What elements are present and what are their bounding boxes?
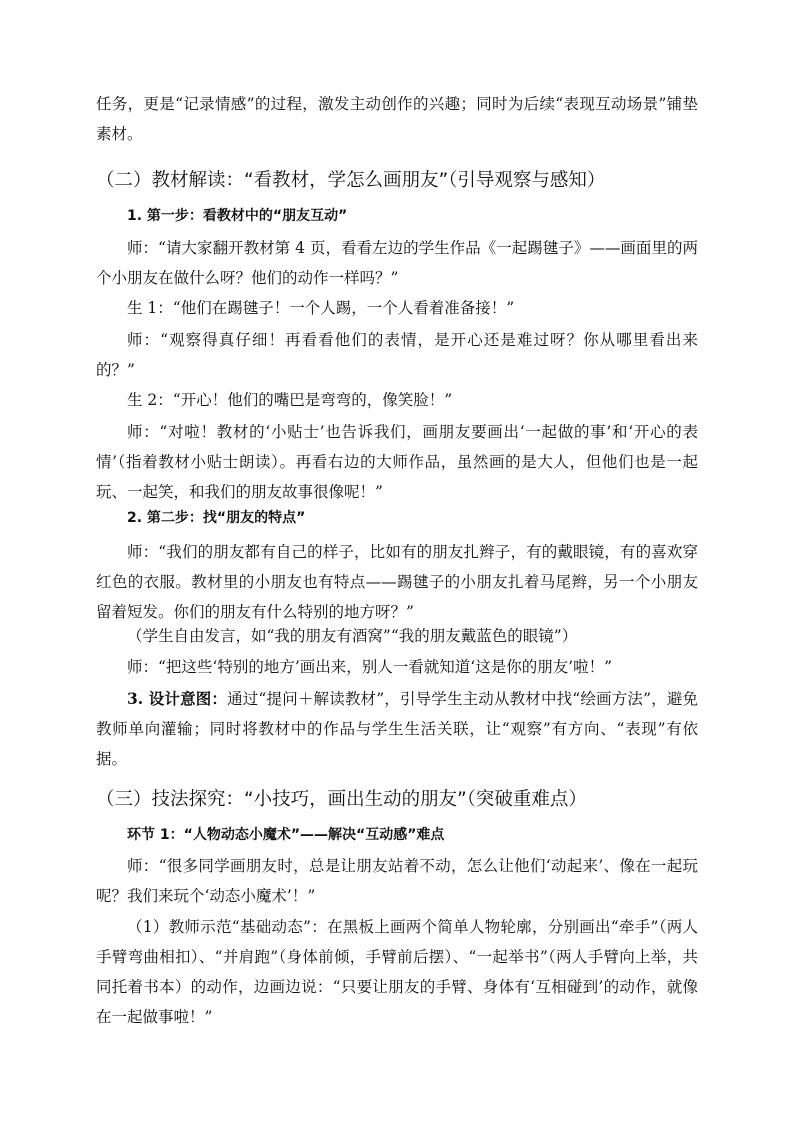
student-2-dialogue: 生 2：“开心！他们的嘴巴是弯弯的，像笑脸！”: [127, 391, 453, 409]
step-2-heading: 2. 第二步：找“朋友的特点”: [127, 510, 306, 526]
teacher-dialogue-3: 师：“对啦！教材的‘小贴士’也告诉我们，画朋友要画出‘一起做的事’和‘开心的表情’（指着教材小贴士朗读）。再看右边的大师作品，虽然画的是大人，但他们也是一起玩、一起笑，和我们的朋友故事很像呢！”: [96, 423, 698, 501]
teacher-dialogue-6: 师：“很多同学画朋友时，总是让朋友站着不动，怎么让他们‘动起来’、像在一起玩呢？我们来玩个‘动态小魔术’！”: [96, 857, 698, 905]
teacher-dialogue-4: 师：“我们的朋友都有自己的样子，比如有的朋友扎辫子，有的戴眼镜，有的喜欢穿红色的衣服。教材里的小朋友也有特点——踢毽子的小朋友扎着马尾辫，另一个小朋友留着短发。你们的朋友有什么特别的地方呀？”: [96, 543, 698, 621]
link-1-heading: 环节 1：“人物动态小魔术”——解决“互动感”难点: [127, 827, 445, 843]
paragraph-continuation: 任务，更是“记录情感”的过程，激发主动创作的兴趣；同时为后续“表现互动场景”铺垫素材。: [96, 95, 698, 143]
student-1-dialogue: 生 1：“他们在踢毽子！一个人踢，一个人看着准备接！”: [127, 299, 515, 317]
teacher-dialogue-2: 师：“观察得真仔细！再看看他们的表情，是开心还是难过呀？你从哪里看出来的？”: [96, 331, 698, 379]
design-intent-label: 3. 设计意图：: [127, 689, 228, 708]
teacher-demo-paragraph: （1）教师示范“基础动态”：在黑板上画两个简单人物轮廓，分别画出“牵手”（两人手臂弯曲相扣）、“并肩跑”（身体前倾，手臂前后摆）、“一起举书”（两人手臂向上举，共同托着书本）的动作，边画边说：“只要让朋友的手臂、身体有‘互相碰到’的动作，就像在一起做事啦！”: [96, 918, 698, 1026]
design-intent-paragraph: [96, 684, 698, 774]
teacher-dialogue-5: 师：“把这些‘特别的地方’画出来，别人一看就知道‘这是你的朋友’啦！”: [127, 658, 613, 676]
student-free-response: （学生自由发言，如“我的朋友有酒窝”“我的朋友戴蓝色的眼镜”）: [127, 627, 578, 645]
section-heading-3: （三）技法探究：“小技巧，画出生动的朋友”（突破重难点）: [96, 789, 587, 810]
design-intent-text: 通过“提问＋解读教材”，引导学生主动从教材中找“绘画方法”，避免教师单向灌输；同时将教材中的作品与学生生活关联，让“观察”有方向、“表现”有依据。: [96, 690, 699, 768]
section-heading-2: （二）教材解读：“看教材，学怎么画朋友”（引导观察与感知）: [96, 170, 606, 191]
teacher-dialogue-1: 师：“请大家翻开教材第 4 页，看看左边的学生作品《一起踢毽子》——画面里的两个小朋友在做什么呀？他们的动作一样吗？”: [96, 239, 698, 287]
step-1-heading: 1. 第一步：看教材中的“朋友互动”: [127, 208, 348, 224]
